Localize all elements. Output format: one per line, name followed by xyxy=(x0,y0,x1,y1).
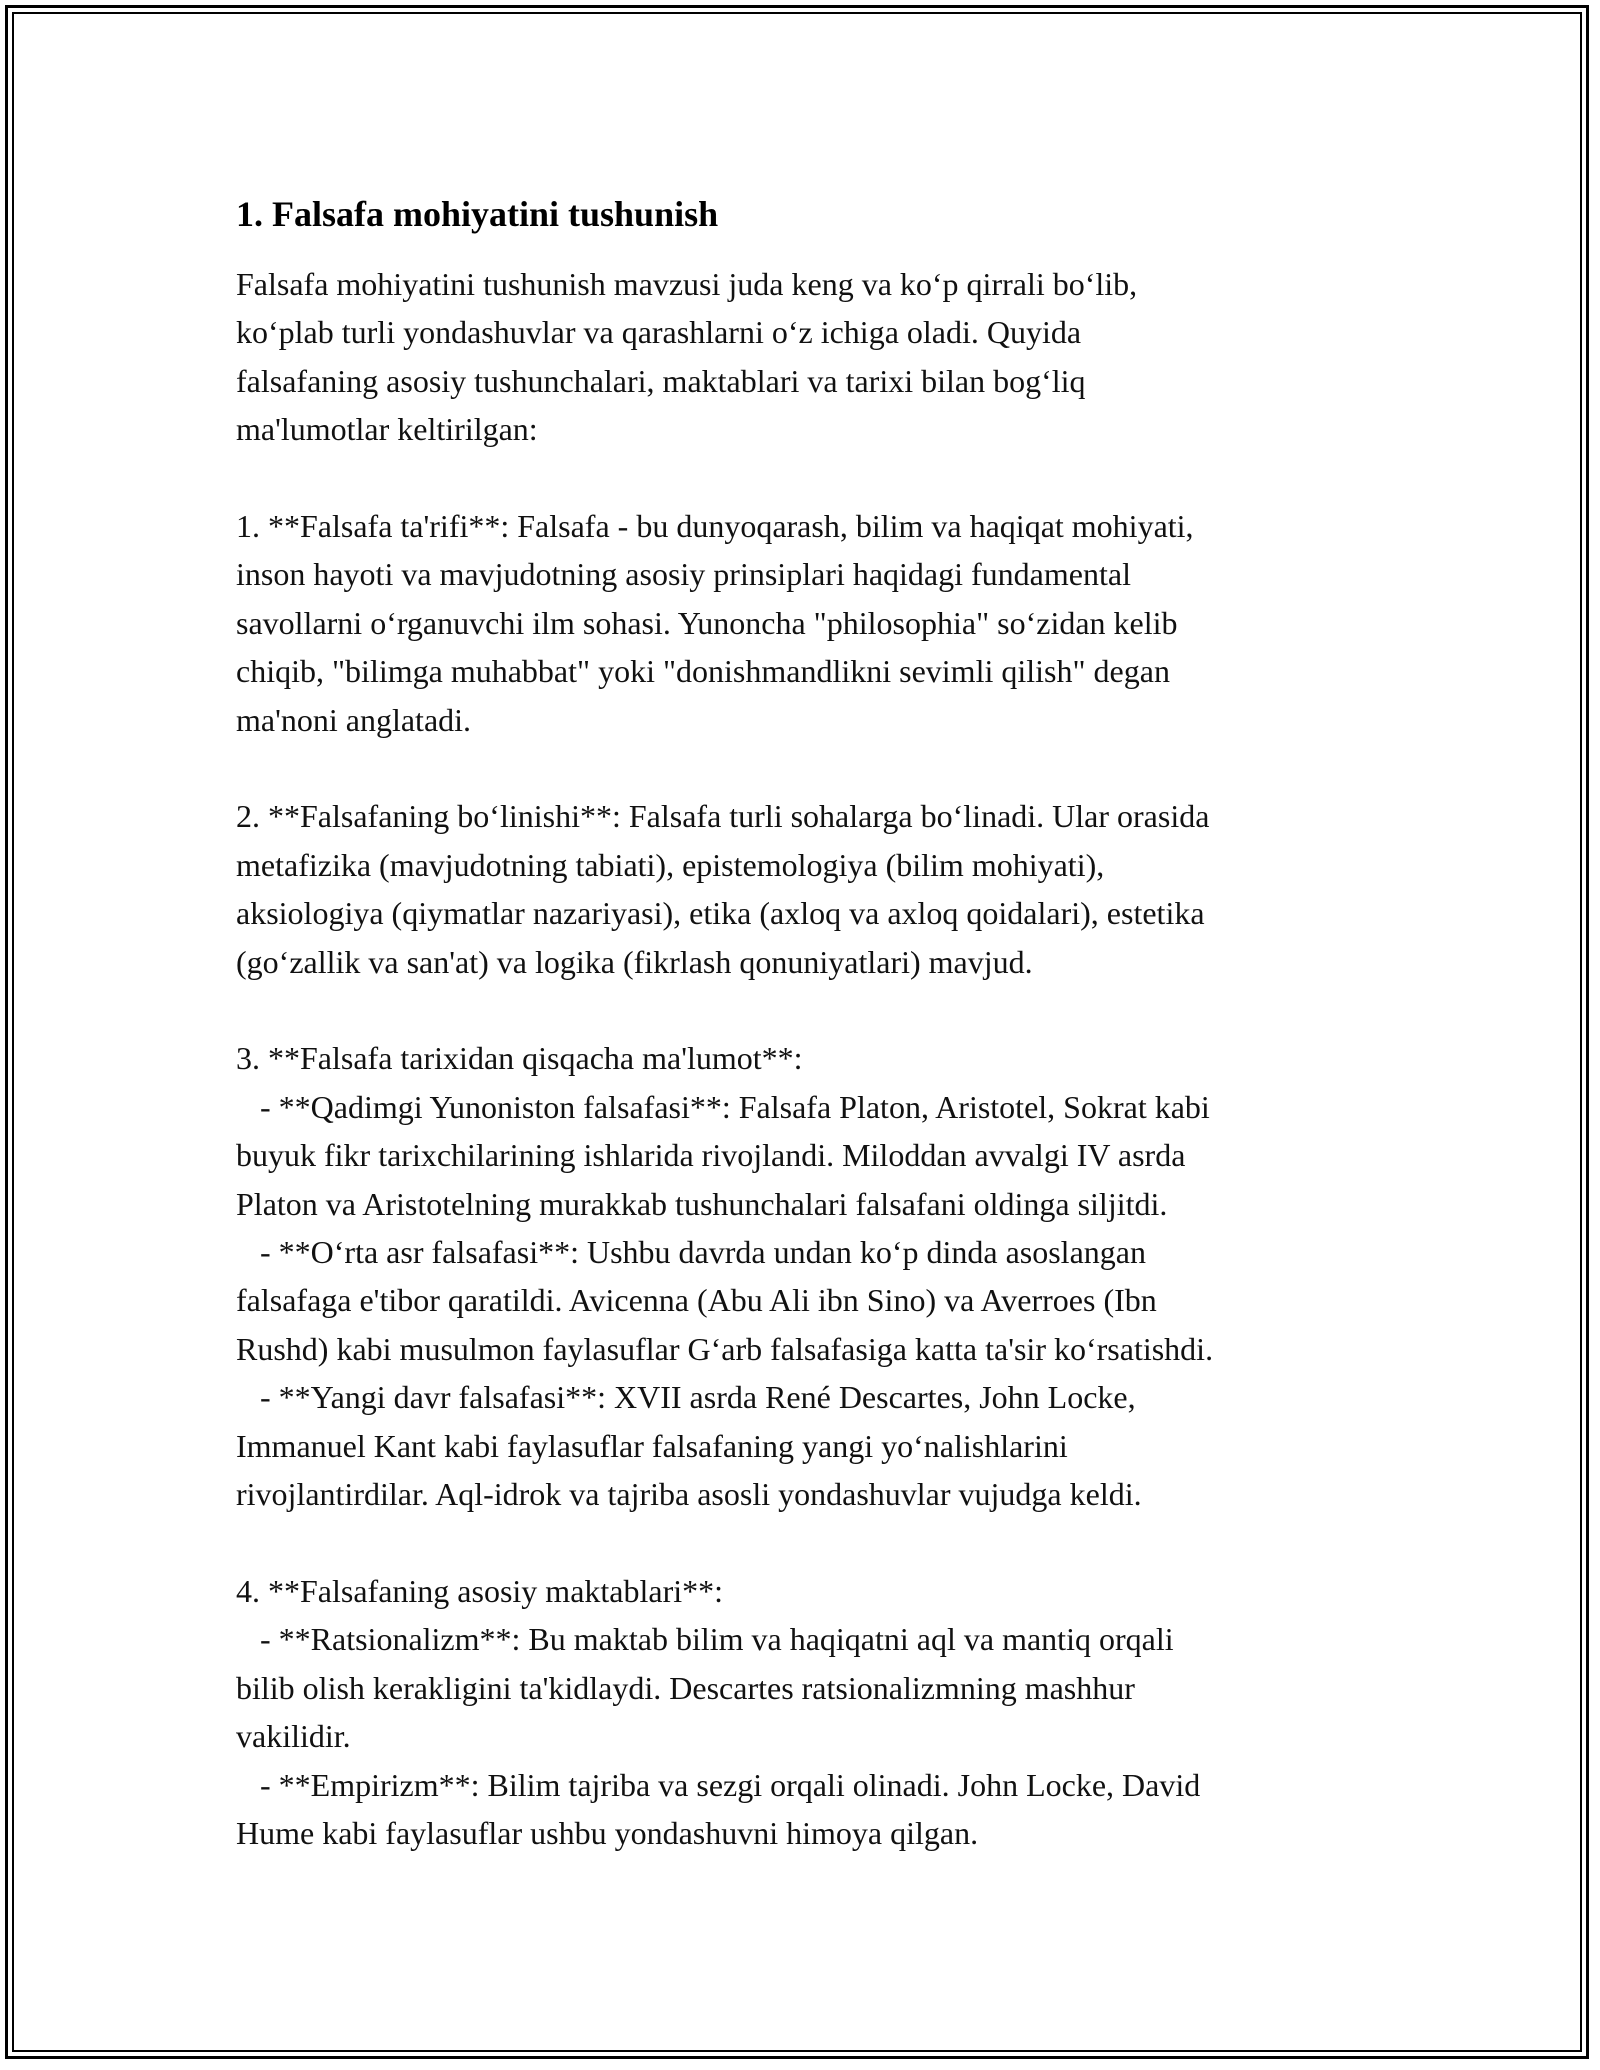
text-line: aksiologiya (qiymatlar nazariyasi), etika (axloq va axloq qoidalari), estetika xyxy=(236,895,1205,932)
text-line: - **Qadimgi Yunoniston falsafasi**: Falsafa Platon, Aristotel, Sokrat kabi xyxy=(236,1088,1210,1125)
text-line: falsafaga e'tibor qaratildi. Avicenna (Abu Ali ibn Sino) va Averroes (Ibn xyxy=(236,1282,1157,1319)
paragraph-gap xyxy=(236,986,1376,1034)
text-line: metafizika (mavjudotning tabiati), epistemologiya (bilim mohiyati), xyxy=(236,846,1105,883)
intro-paragraph xyxy=(236,260,1376,454)
section-2-branches xyxy=(236,792,1376,986)
text-line: 1. **Falsafa ta'rifi**: Falsafa - bu dunyoqarash, bilim va haqiqat mohiyati, xyxy=(236,508,1194,545)
text-line: bilib olish kerakligini ta'kidlaydi. Descartes ratsionalizmning mashhur xyxy=(236,1669,1135,1706)
text-line: rivojlantirdilar. Aql-idrok va tajriba asosli yondashuvlar vujudga keldi. xyxy=(236,1476,1142,1513)
text-line: (go‘zallik va san'at) va logika (fikrlash qonuniyatlari) mavjud. xyxy=(236,943,1033,980)
text-line: ma'noni anglatadi. xyxy=(236,701,472,738)
text-line: chiqib, "bilimga muhabbat" yoki "donishmandlikni sevimli qilish" degan xyxy=(236,653,1170,690)
text-line: vakilidir. xyxy=(236,1718,351,1755)
page-title: 1. Falsafa mohiyatini tushunish xyxy=(236,194,719,234)
text-line: Rushd) kabi musulmon faylasuflar G‘arb falsafasiga katta ta'sir ko‘rsatishdi. xyxy=(236,1330,1214,1367)
text-line: ma'lumotlar keltirilgan: xyxy=(236,411,538,448)
paragraph-gap xyxy=(236,744,1376,792)
section-4-schools xyxy=(236,1567,1376,1857)
text-line: Hume kabi faylasuflar ushbu yondashuvni himoya qilgan. xyxy=(236,1814,979,1851)
text-line: - **O‘rta asr falsafasi**: Ushbu davrda undan ko‘p dinda asoslangan xyxy=(236,1234,1146,1271)
text-line: Immanuel Kant kabi faylasuflar falsafaning yangi yo‘nalishlarini xyxy=(236,1427,1068,1464)
document-body xyxy=(236,190,1376,1857)
text-line: 2. **Falsafaning bo‘linishi**: Falsafa turli sohalarga bo‘linadi. Ular orasida xyxy=(236,798,1210,835)
paragraph-gap xyxy=(236,1519,1376,1567)
text-line: Falsafa mohiyatini tushunish mavzusi juda keng va ko‘p qirrali bo‘lib, xyxy=(236,266,1138,302)
text-line: 4. **Falsafaning asosiy maktablari**: xyxy=(236,1572,724,1609)
text-line: ko‘plab turli yondashuvlar va qarashlarni o‘z ichiga oladi. Quyida xyxy=(236,314,1082,351)
section-3-history xyxy=(236,1034,1376,1518)
paragraph-gap xyxy=(236,454,1376,502)
text-line: - **Ratsionalizm**: Bu maktab bilim va haqiqatni aql va mantiq orqali xyxy=(236,1621,1174,1658)
text-line: savollarni o‘rganuvchi ilm sohasi. Yunoncha "philosophia" so‘zidan kelib xyxy=(236,604,1178,641)
text-line: 3. **Falsafa tarixidan qisqacha ma'lumot**: xyxy=(236,1040,803,1077)
text-line: falsafaning asosiy tushunchalari, maktablari va tarixi bilan bog‘liq xyxy=(236,362,1086,399)
text-line: - **Yangi davr falsafasi**: XVII asrda René Descartes, John Locke, xyxy=(236,1379,1136,1416)
section-1-definition xyxy=(236,502,1376,744)
text-line: buyuk fikr tarixchilarining ishlarida rivojlandi. Miloddan avvalgi IV asrda xyxy=(236,1137,1186,1174)
text-line: - **Empirizm**: Bilim tajriba va sezgi orqali olinadi. John Locke, David xyxy=(236,1766,1201,1803)
text-line: Platon va Aristotelning murakkab tushunchalari falsafani oldinga siljitdi. xyxy=(236,1185,1168,1222)
text-line: inson hayoti va mavjudotning asosiy prinsiplari haqidagi fundamental xyxy=(236,556,1131,593)
